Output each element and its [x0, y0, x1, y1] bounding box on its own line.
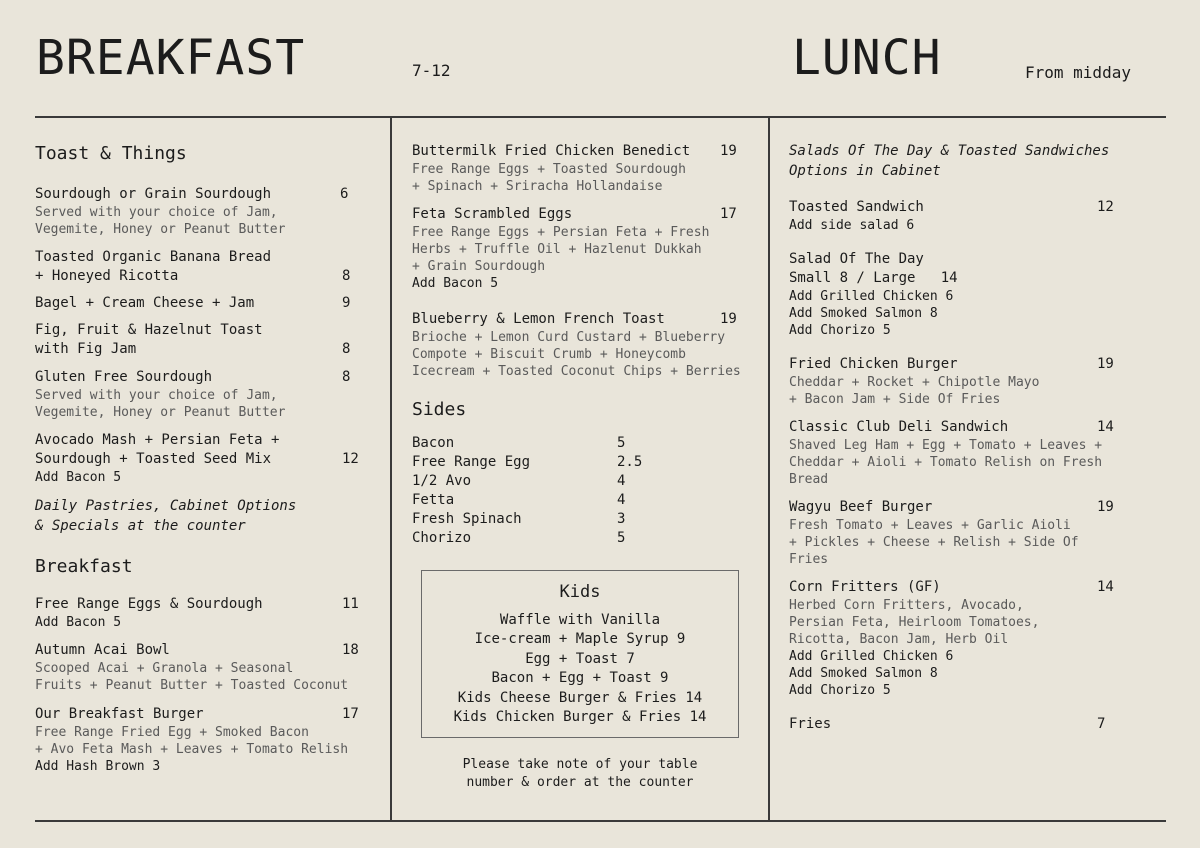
lunch-hours: From midday — [1025, 63, 1131, 82]
breakfast-hours: 7-12 — [412, 61, 451, 80]
menu-item-price: 19 — [1097, 356, 1114, 372]
menu-item: Gluten Free Sourdough Served with your choice of Jam, Vegemite, Honey or Peanut Butter — [35, 369, 286, 420]
menu-item: Classic Club Deli Sandwich Shaved Leg Ham + Egg + Tomato + Leaves + Cheddar + Aioli + Tomato Relish on Fresh Bread — [789, 419, 1103, 487]
kids-item: Bacon + Egg + Toast 9 — [491, 670, 669, 687]
menu-item-price: 7 — [1097, 716, 1106, 732]
menu-item: Autumn Acai Bowl Scooped Acai + Granola + Seasonal Fruits + Peanut Butter + Toasted Coconut — [35, 642, 349, 693]
side-item: Free Range Egg 2.5 — [412, 454, 643, 470]
menu-item-price: 19 — [720, 311, 737, 327]
menu-item: Sourdough or Grain Sourdough Served with your choice of Jam, Vegemite, Honey or Peanut Butter — [35, 186, 286, 237]
menu-item-price: 14 — [1097, 419, 1114, 435]
menu-item-price: 17 — [342, 706, 359, 722]
menu-item: Avocado Mash + Persian Feta + Sourdough + Toasted Seed Mix Add Bacon 5 — [35, 432, 280, 485]
kids-item: Ice-cream + Maple Syrup 9 — [474, 631, 686, 648]
menu-item: Feta Scrambled Eggs Free Range Eggs + Persian Feta + Fresh Herbs + Truffle Oil + Hazlenut Dukkah + Grain Sourdough Add Bacon 5 — [412, 206, 710, 291]
menu-item: Fig, Fruit & Hazelnut Toast with Fig Jam — [35, 322, 263, 357]
menu-item-price: 8 — [342, 341, 351, 357]
sides-section-title: Sides — [412, 399, 467, 420]
top-divider — [35, 116, 1166, 118]
menu-item-price: 12 — [1097, 199, 1114, 215]
menu-item: Salad Of The Day Small 8 / Large 14 Add Grilled Chicken 6 Add Smoked Salmon 8 Add Chorizo 5 — [789, 251, 958, 338]
menu-item-price: 19 — [720, 143, 737, 159]
toast-section-title: Toast & Things — [35, 143, 187, 164]
bottom-divider — [35, 820, 1166, 822]
menu-item-price: 14 — [1097, 579, 1114, 595]
menu-item-price: 18 — [342, 642, 359, 658]
kids-item: Kids Cheese Burger & Fries 14 — [457, 689, 703, 706]
menu-item-price: 8 — [342, 268, 351, 284]
order-note: Please take note of your table number & order at the counter — [462, 757, 698, 790]
pastries-note: Daily Pastries, Cabinet Options & Specials at the counter — [35, 498, 297, 534]
menu-item-price: 17 — [720, 206, 737, 222]
menu-item-price: 6 — [340, 186, 349, 202]
menu-item-price: 11 — [342, 596, 359, 612]
menu-item: Toasted Organic Banana Bread + Honeyed Ricotta — [35, 249, 272, 284]
lunch-title: LUNCH — [792, 30, 942, 86]
side-item: Chorizo 5 — [412, 530, 626, 546]
side-item: Fresh Spinach 3 — [412, 511, 626, 527]
breakfast-title: BREAKFAST — [36, 30, 306, 86]
menu-item-price: 12 — [342, 451, 359, 467]
menu-item: Buttermilk Fried Chicken Benedict Free Range Eggs + Toasted Sourdough + Spinach + Sriracha Hollandaise — [412, 143, 691, 194]
menu-item: Blueberry & Lemon French Toast Brioche + Lemon Curd Custard + Blueberry Compote + Biscuit Crumb + Honeycomb Icecream + Toasted Coconut Chips + Berries — [412, 311, 741, 379]
menu-item-price: 19 — [1097, 499, 1114, 515]
column-divider-left — [390, 116, 392, 822]
menu-item-price: 8 — [342, 369, 351, 385]
side-item: Bacon 5 — [412, 435, 626, 451]
menu-item: Corn Fritters (GF) Herbed Corn Fritters, Avocado, Persian Feta, Heirloom Tomatoes, Ricotta, Bacon Jam, Herb Oil Add Grilled Chicken 6 Add Smoked Salmon 8 Add Chorizo 5 — [789, 579, 1040, 698]
breakfast-section-title: Breakfast — [35, 556, 133, 577]
kids-item: Kids Chicken Burger & Fries 14 — [453, 709, 707, 726]
menu-item: Free Range Eggs & Sourdough Add Bacon 5 — [35, 596, 263, 630]
menu-item: Our Breakfast Burger Free Range Fried Egg + Smoked Bacon + Avo Feta Mash + Leaves + Tomato Relish Add Hash Brown 3 — [35, 706, 349, 774]
side-item: 1/2 Avo 4 — [412, 473, 626, 489]
menu-item: Fried Chicken Burger Cheddar + Rocket + Chipotle Mayo + Bacon Jam + Side Of Fries — [789, 356, 1040, 407]
menu-item-price: 9 — [342, 295, 351, 311]
menu-item: Wagyu Beef Burger Fresh Tomato + Leaves + Garlic Aioli + Pickles + Cheese + Relish + Side Of Fries — [789, 499, 1079, 567]
cabinet-note: Salads Of The Day & Toasted Sandwiches Options in Cabinet — [789, 143, 1110, 179]
menu-item: Bagel + Cream Cheese + Jam — [35, 295, 255, 311]
side-item: Fetta 4 — [412, 492, 626, 508]
menu-item: Fries — [789, 716, 832, 732]
kids-title: Kids — [559, 582, 601, 602]
kids-item: Egg + Toast 7 — [525, 650, 635, 667]
column-divider-right — [768, 116, 770, 822]
kids-menu-box — [421, 570, 739, 738]
menu-item: Toasted Sandwich Add side salad 6 — [789, 199, 924, 233]
kids-item: Waffle with Vanilla — [499, 612, 661, 628]
